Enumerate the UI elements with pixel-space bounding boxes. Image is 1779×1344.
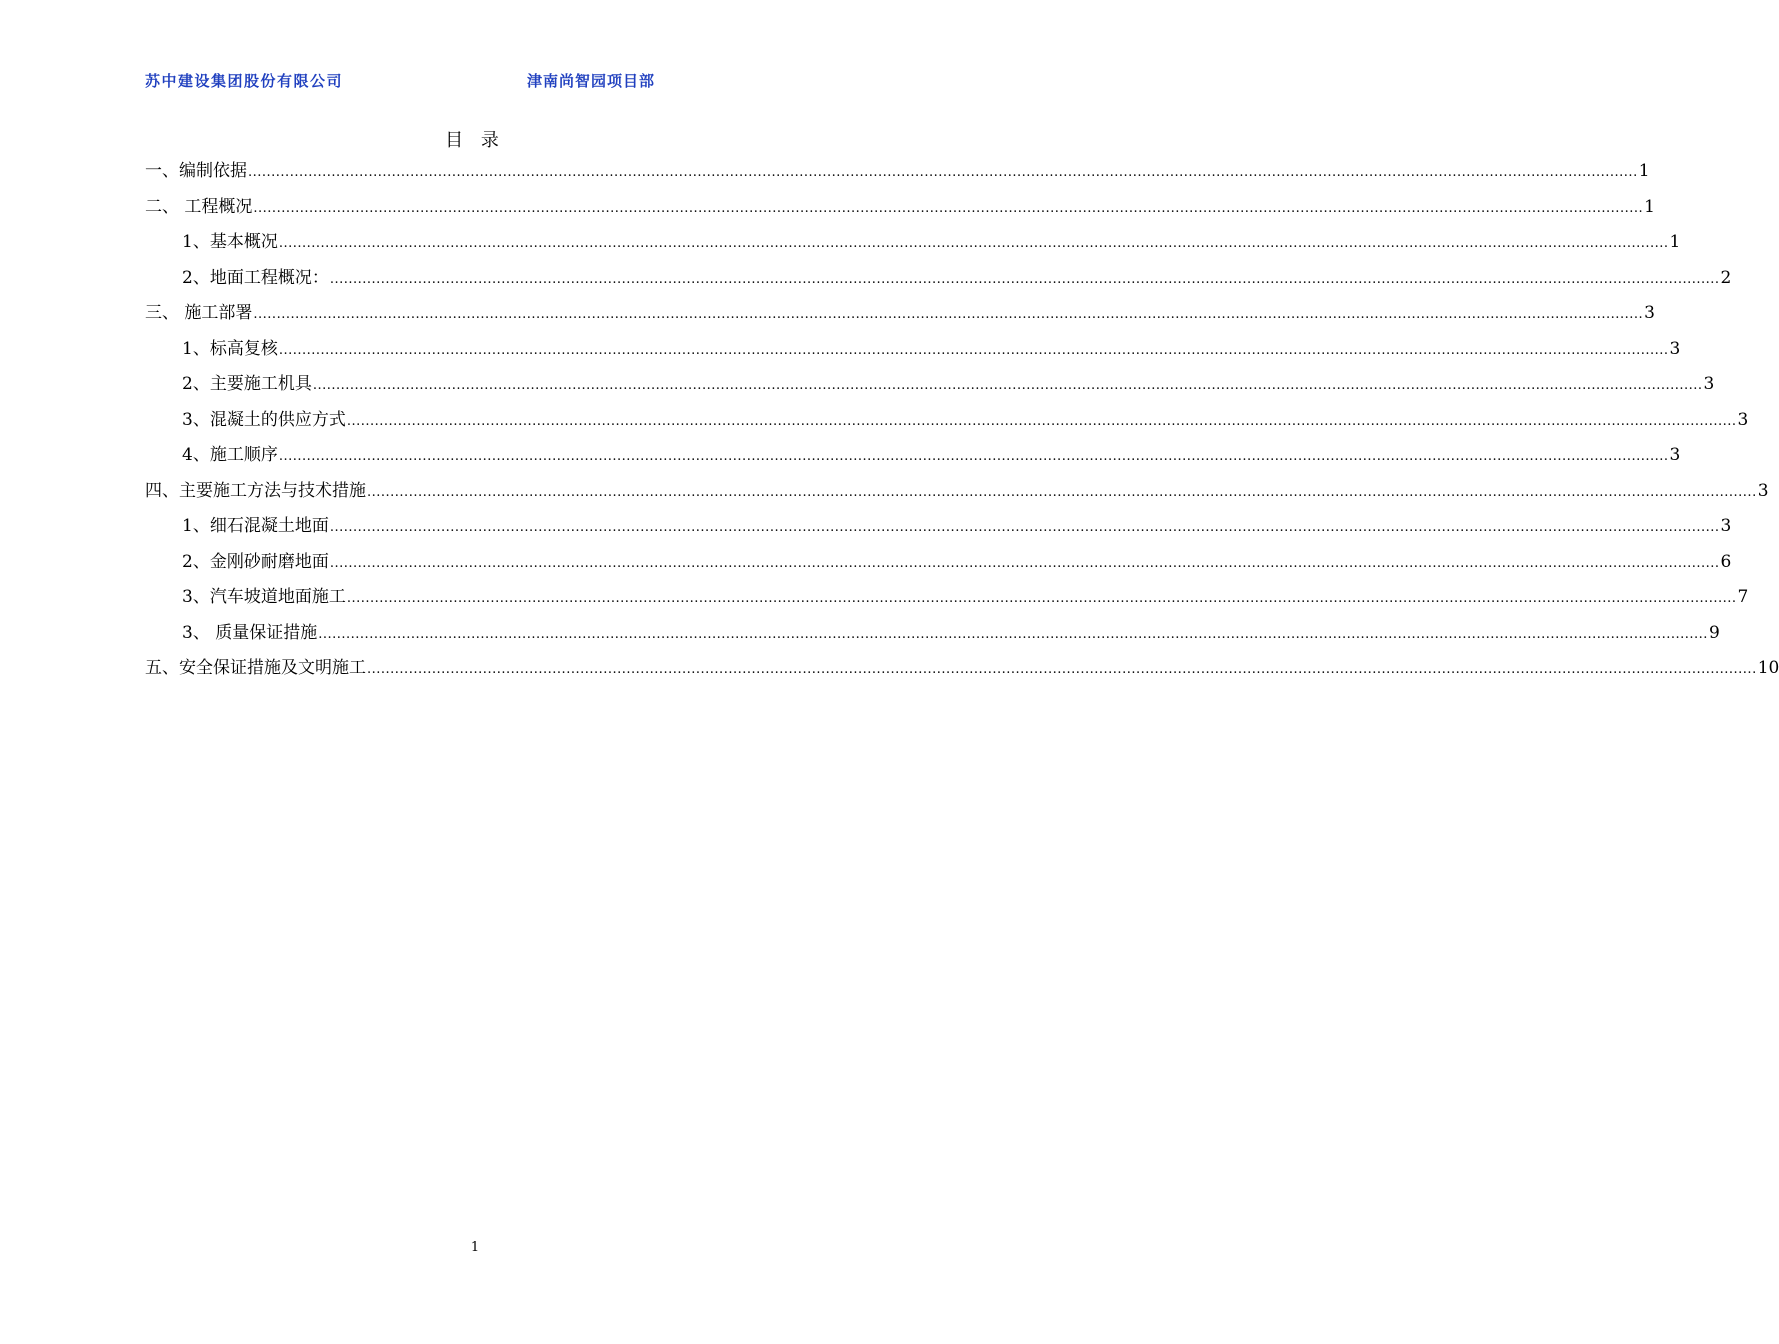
toc-entry[interactable] xyxy=(145,265,1732,301)
toc-entry[interactable] xyxy=(145,300,1655,336)
toc-entry[interactable] xyxy=(145,513,1732,549)
toc-leader-dots: ............................................................................................................................................................................................................................................................................................................ xyxy=(329,271,1720,287)
toc-entry[interactable] xyxy=(145,229,1681,265)
toc-entry-page: 3 xyxy=(1737,409,1749,430)
toc-entry-page: 10 xyxy=(1757,658,1779,678)
toc-entry-page: 3 xyxy=(1720,516,1732,536)
toc-leader-dots: ............................................................................................................................................................................................................................................................................................................ xyxy=(367,484,1757,500)
toc-entry-title: 3、混凝土的供应方式 xyxy=(182,409,346,430)
toc-leader-dots: ............................................................................................................................................................................................................................................................................................................ xyxy=(248,165,1638,180)
toc-entry-page: 2 xyxy=(1720,267,1732,288)
toc-entry[interactable] xyxy=(145,442,1681,478)
toc-entry-page: 1 xyxy=(1638,161,1650,181)
toc-entry[interactable] xyxy=(145,478,1769,514)
toc-entry-page: 3 xyxy=(1644,303,1655,323)
toc-entry-title: 1、标高复核 xyxy=(182,338,278,359)
toc-entry[interactable] xyxy=(145,158,1650,194)
toc-leader-dots: ............................................................................................................................................................................................................................................................................................................ xyxy=(346,591,1737,606)
toc-entry-page: 3 xyxy=(1757,480,1769,501)
toc-entry-page: 7 xyxy=(1737,587,1749,607)
toc-entry[interactable] xyxy=(145,549,1732,585)
toc-entry-title: 三、 施工部署 xyxy=(145,303,253,323)
toc-leader-dots: ............................................................................................................................................................................................................................................................................................................ xyxy=(312,378,1703,393)
toc-entry-page: 1 xyxy=(1669,232,1681,252)
toc-entry-page: 1 xyxy=(1644,196,1655,217)
table-of-contents xyxy=(145,158,1779,691)
page-number: 1 xyxy=(470,1240,480,1255)
toc-leader-dots: ............................................................................................................................................................................................................................................................................................................ xyxy=(278,342,1669,358)
toc-entry-title: 2、地面工程概况： xyxy=(182,267,329,288)
toc-entry-page: 9 xyxy=(1708,622,1720,643)
toc-entry[interactable] xyxy=(145,336,1681,372)
toc-entry[interactable] xyxy=(145,194,1655,230)
toc-entry-title: 四、主要施工方法与技术措施 xyxy=(145,480,366,501)
toc-entry-title: 2、金刚砂耐磨地面 xyxy=(182,551,329,572)
toc-leader-dots: ............................................................................................................................................................................................................................................................................................................ xyxy=(346,413,1737,429)
toc-entry-page: 3 xyxy=(1669,338,1681,359)
toc-leader-dots: ............................................................................................................................................................................................................................................................................................................ xyxy=(329,555,1720,571)
toc-entry-title: 4、施工顺序 xyxy=(182,445,278,465)
toc-entry[interactable] xyxy=(145,407,1749,443)
toc-entry-title: 五、安全保证措施及文明施工 xyxy=(145,658,366,678)
toc-leader-dots: ............................................................................................................................................................................................................................................................................................................ xyxy=(278,236,1669,251)
toc-entry[interactable] xyxy=(145,371,1715,407)
header-company-name: 苏中建设集团股份有限公司 xyxy=(145,72,344,90)
toc-leader-dots: ............................................................................................................................................................................................................................................................................................................ xyxy=(329,520,1720,535)
toc-entry-title: 一、编制依据 xyxy=(145,161,247,181)
toc-entry-page: 6 xyxy=(1720,551,1732,572)
toc-entry-page: 3 xyxy=(1669,445,1681,465)
toc-entry-title: 3、 质量保证措施 xyxy=(182,622,318,643)
toc-entry-page: 3 xyxy=(1703,374,1715,394)
toc-leader-dots: ............................................................................................................................................................................................................................................................................................................ xyxy=(318,626,1708,642)
toc-entry-title: 1、细石混凝土地面 xyxy=(182,516,329,536)
header-project-name: 津南尚智园项目部 xyxy=(527,72,656,90)
toc-entry[interactable] xyxy=(145,584,1749,620)
toc-entry[interactable] xyxy=(145,620,1720,656)
toc-entry[interactable] xyxy=(145,655,1779,691)
toc-entry-title: 2、主要施工机具 xyxy=(182,374,312,394)
toc-leader-dots: ............................................................................................................................................................................................................................................................................................................ xyxy=(253,307,1644,322)
toc-entry-title: 二、 工程概况 xyxy=(145,196,253,217)
toc-entry-title: 1、基本概况 xyxy=(182,232,278,252)
toc-leader-dots: ............................................................................................................................................................................................................................................................................................................ xyxy=(253,200,1644,216)
toc-leader-dots: ............................................................................................................................................................................................................................................................................................................ xyxy=(367,662,1757,677)
toc-title: 目 录 xyxy=(445,130,505,151)
toc-entry-title: 3、汽车坡道地面施工 xyxy=(182,587,346,607)
toc-leader-dots: ............................................................................................................................................................................................................................................................................................................ xyxy=(278,449,1669,464)
